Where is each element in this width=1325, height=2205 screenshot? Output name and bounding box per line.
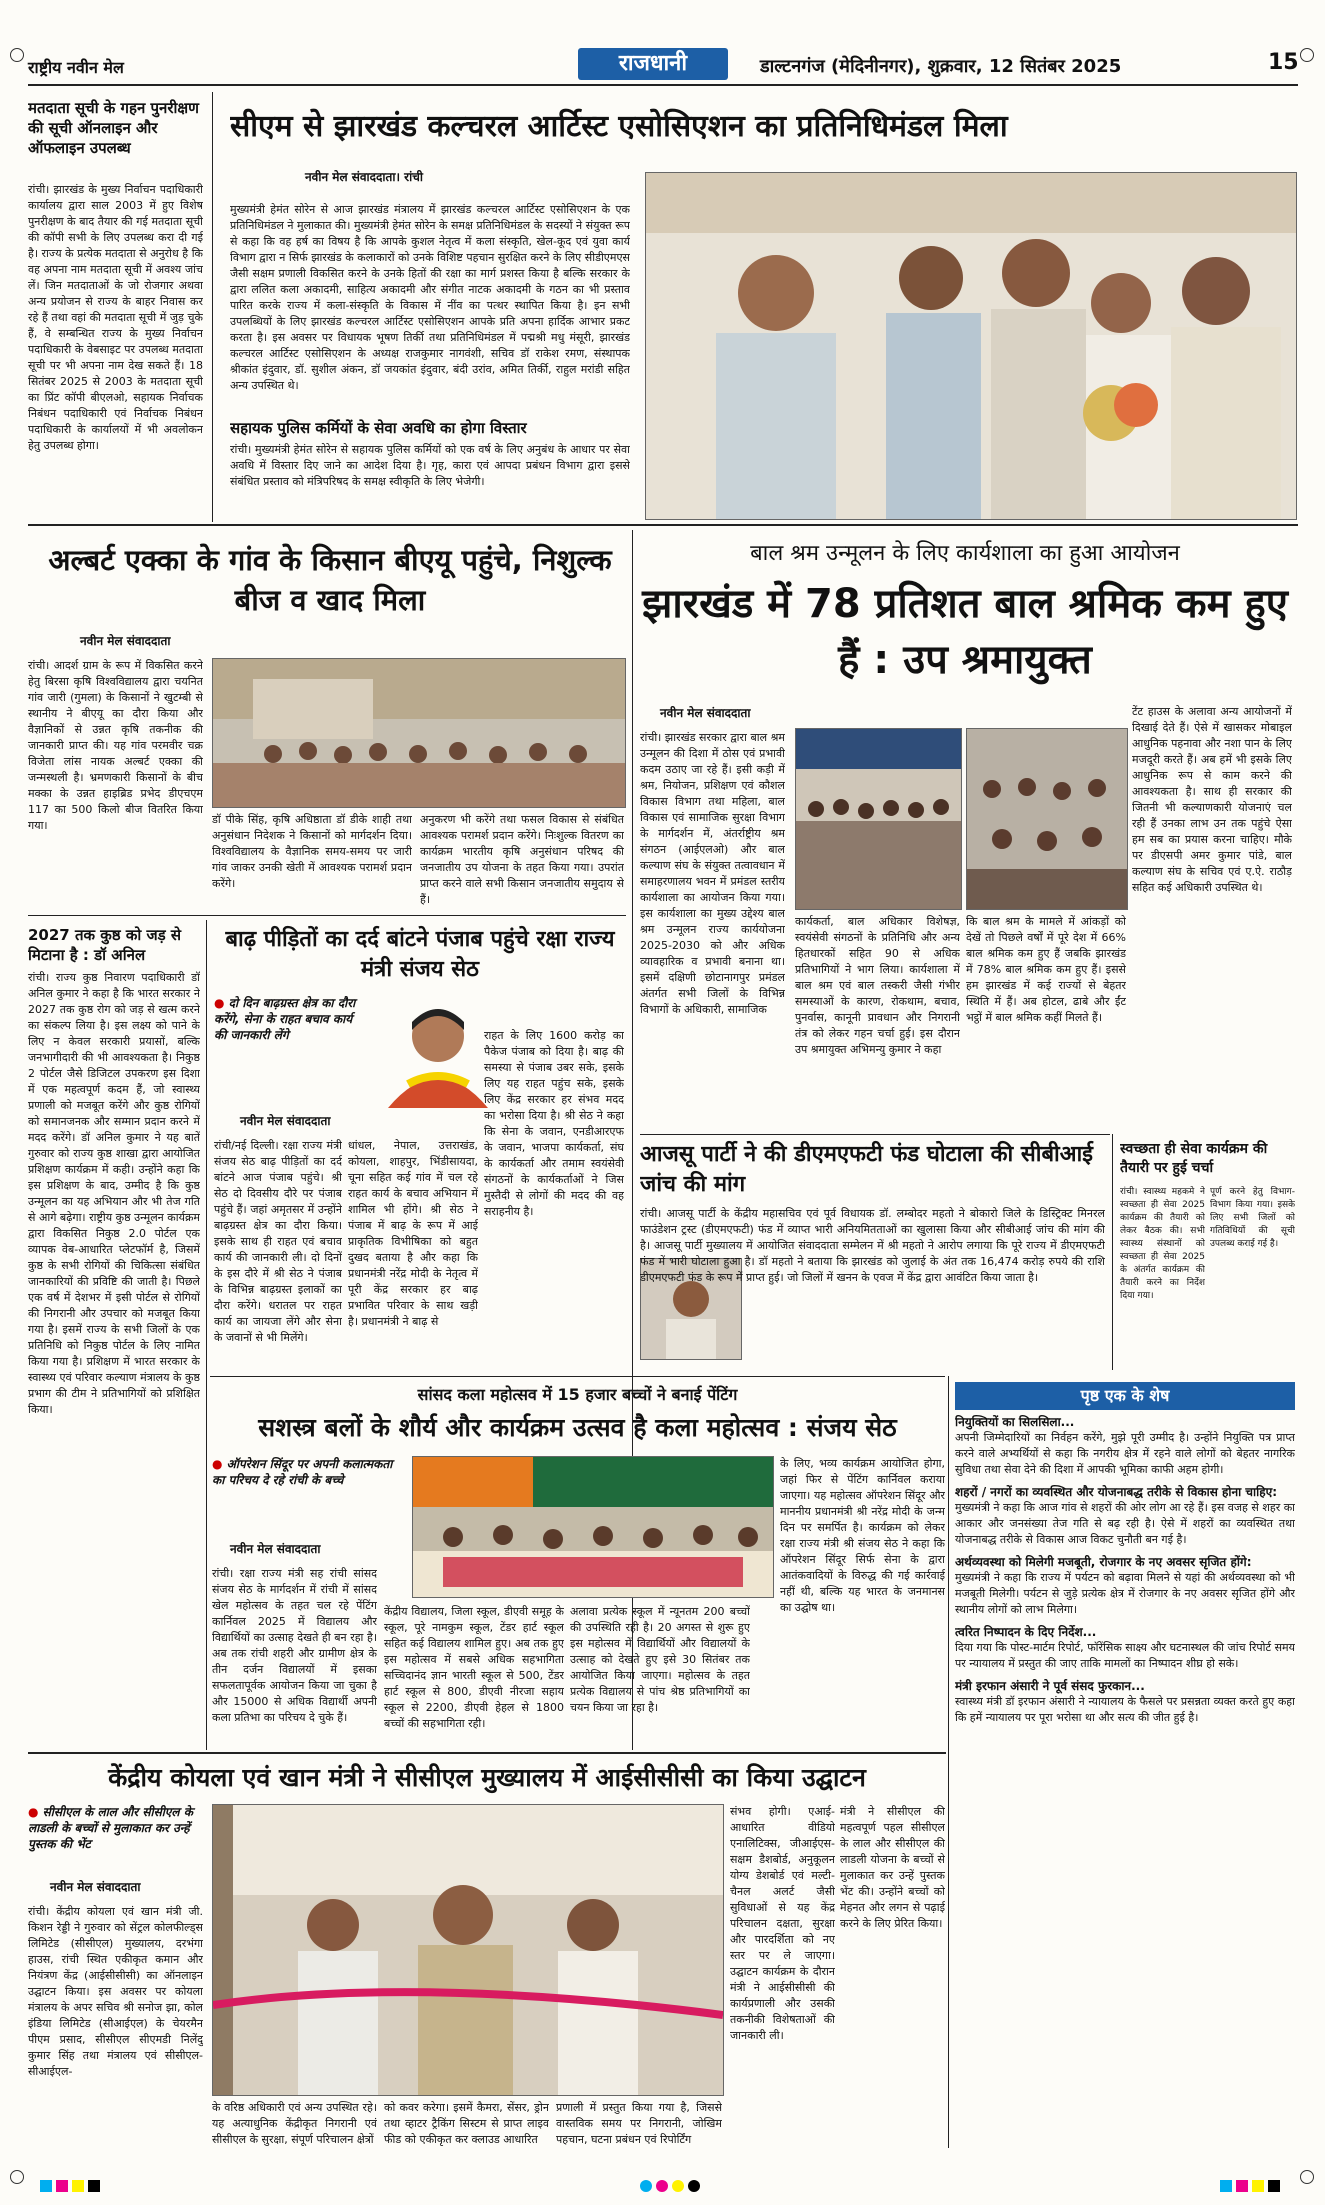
art-fest-body-3: अलावा प्रत्येक स्कूल में न्यूनतम 200 बच्चों की उपस्थिति रही है। 20 अगस्त से शुरू हुए इस महोत्सव में विद्यार्थियों और विद्यालयों के उत्साह को देखते हुए इसे 30 सितंबर तक आयोजित किया जाएगा। महोत्सव के तहत प्रत्येक विद्यालय से पांच श्रेष्ठ प्रतिभागियों का चयन किया जा रहा है।	[570, 1605, 750, 1714]
yellow-swatch	[72, 2180, 84, 2192]
flood-kicker	[214, 995, 364, 1043]
continued-item-title: मंत्री इरफान अंसारी ने पूर्व संसद फुरकान...	[955, 1679, 1145, 1693]
albert-byline: नवीन मेल संवाददाता	[80, 634, 171, 648]
coal-body-6: मंत्री ने सीसीएल की महत्वपूर्ण पहल सीसीएल के लाल और सीसीएल की लाडली योजना के बच्चों से मुलाकात कर उन्हें पुस्तक भेंट की। उन्होंने बच्चों को मेहनत और लगन से पढ़ाई करने के लिए प्रेरित किया।	[840, 1805, 945, 1930]
coal-body-5: संभव होगी। एआई-आधारित वीडियो एनालिटिक्स, जीआईएस-सक्षम डैशबोर्ड, अनुकूलन योग्य डेशबोर्ड एवं मल्टी-चैनल अलर्ट जैसी सुविधाओं से यह केंद्र परिचालन दक्षता, सुरक्षा और पारदर्शिता को नए स्तर पर ले जाएगा। उद्घाटन कार्यक्रम के दौरान मंत्री ने आईसीसीसी की कार्यप्रणाली और उसकी तकनीकी विशेषताओं की जानकारी ली।	[730, 1805, 835, 2042]
child-labour-body-3: कि बाल श्रम के मामले में आंकड़ों को देखें तो पिछले वर्षों में पूरे देश में 66% बाल श्रमिक कम हुए हैं जबकि झारखंड में 78% बाल श्रमिक कम हुए हैं। इससे हम झारखंड में कई राज्यों से बेहतर स्थिति में हैं। अब होटल, ढाबे और ईंट भट्ठों में बाल श्रमिक कहीं मिलते हैं।	[966, 915, 1126, 1024]
coal-body-4: प्रणाली में प्रस्तुत किया गया है, जिससे वास्तविक समय पर निगरानी, जोखिम पहचान, घटना प्रबंधन एवं रिपोर्टिंग	[556, 2101, 722, 2146]
registration-mark	[10, 2170, 24, 2184]
coal-body-2: के वरिष्ठ अधिकारी एवं अन्य उपस्थित रहे। यह अत्याधुनिक केंद्रीकृत निगरानी एवं सीसीएल के सुरक्षा, संपूर्ण परिचालन क्षेत्रों	[212, 2101, 377, 2146]
flood-body: रांची/नई दिल्ली। रक्षा राज्य मंत्री संजय सेठ बाढ़ पीड़ितों का दर्द बांटने आज पंजाब पहुंचे। श्री सेठ दो दिवसीय दौरे पर पंजाब पहुंचे हैं। जहां अमृतसर में उन्होंने बाढ़ग्रस्त क्षेत्र का दौरा किया। इसके साथ ही राहत एवं बचाव कार्य की जानकारी ली। दो दिनों के इस दौरे में श्री सेठ ने पंजाब के विभिन्न बाढ़ग्रस्त इलाकों का दौरा करेंगे। धरातल पर राहत कार्य का जायजा लेंगे और सेना के जवानों से भी मिलेंगे।	[214, 1139, 342, 1344]
continued-item-body: दिया गया कि पोस्ट-मार्टम रिपोर्ट, फॉरेंसिक साक्ष्य और घटनास्थल की जांच रिपोर्ट समय पर न्यायालय में प्रस्तुत की जाए ताकि मामलों का निष्पादन शीघ्र हो सके।	[955, 1641, 1295, 1670]
top-story-headline: सीएम से झारखंड कल्चरल आर्टिस्ट एसोसिएशन का प्रतिनिधिमंडल मिला	[230, 109, 1008, 144]
continued-item-body: मुख्यमंत्री ने कहा कि आज गांव से शहरों की ओर लोग आ रहे हैं। इस वजह से शहर का आकार और जनसंख्या तेज गति से बढ़ रही है। ऐसे में शहरों का व्यवस्थित तथा योजनाबद्ध तरीके से विकास आज विकट चुनौती बन गई है।	[955, 1501, 1295, 1546]
art-fest-kicker: सांसद कला महोत्सव में 15 हजार बच्चों ने बनाई पेंटिंग	[417, 1385, 738, 1404]
continued-item	[955, 1678, 1295, 1726]
cyan-swatch	[1220, 2180, 1232, 2192]
ajsu-headline: आजसू पार्टी ने की डीएमएफटी फंड घोटाला की सीबीआई जांच की मांग	[640, 1142, 1093, 1197]
bullet-icon: ●	[214, 996, 229, 1010]
continued-header: पृष्ठ एक के शेष	[955, 1382, 1295, 1410]
flood-headline: बाढ़ पीड़ितों का दर्द बांटने पंजाब पहुंचे रक्षा राज्य मंत्री संजय सेठ	[225, 927, 615, 982]
flood-body-3: राहत के लिए 1600 करोड़ का पैकेज पंजाब को दिया है। बाढ़ की समस्या से पंजाब उबर सके, इसके लिए यह राहत पहुंच सके, इसके लिए केंद्र सरकार हर संभव मदद का भरोसा दिया है। श्री सेठ ने कहा कि सेना के जवान, एनडीआरएफ के जवान, भाजपा कार्यकर्ता, संघ के कार्यकर्ता और तमाम स्वयंसेवी संगठनों के कार्यकर्ताओं ने जिस मुस्तैदी से लोगों की मदद की वह सराहनीय है।	[484, 1029, 624, 1218]
coal-kicker	[28, 1804, 203, 1852]
art-fest-headline: सशस्त्र बलों के शौर्य और कार्यक्रम उत्सव है कला महोत्सव : संजय सेठ	[258, 1413, 897, 1442]
continued-item	[955, 1484, 1295, 1548]
child-labour-body: रांची। झारखंड सरकार द्वारा बाल श्रम उन्मूलन की दिशा में ठोस एवं प्रभावी कदम उठाए जा रहे हैं। इसी कड़ी में श्रम, नियोजन, प्रशिक्षण एवं कौशल विकास विभाग तथा महिला, बाल विकास एवं सामाजिक सुरक्षा विभाग के मार्गदर्शन में, अंतर्राष्ट्रीय श्रम संगठन (आईएलओ) और बाल कल्याण संघ के संयुक्त तत्वावधान में समाहरणालय भवन में प्रमंडल स्तरीय कार्यशाला का आयोजन किया गया। इस कार्यशाला का मुख्य उद्देश्य बाल श्रम उन्मूलन राज्य कार्ययोजना 2025-2030 को और अधिक व्यावहारिक व प्रभावी बनाना था। इसमें दक्षिणी छोटानागपुर प्रमंडल अंतर्गत सभी जिलों के विभिन्न विभागों के अधिकारी, सामाजिक	[640, 731, 785, 1016]
coal-headline: केंद्रीय कोयला एवं खान मंत्री ने सीसीएल मुख्यालय में आईसीसीसी का किया उद्घाटन	[108, 1763, 866, 1792]
leprosy-headline: 2027 तक कुष्ठ को जड़ से मिटाना है : डॉ अनिल	[28, 926, 181, 964]
section-label: राजधानी	[578, 48, 728, 80]
column-rule-right	[1112, 1134, 1113, 1370]
continued-item-title: शहरों / नगरों का व्यवस्थित और योजनाबद्ध तरीके से विकास होना चाहिए:	[955, 1485, 1278, 1499]
coal-top-rule	[28, 1752, 946, 1754]
child-labour-kicker: बाल श्रम उन्मूलन के लिए कार्यशाला का हुआ आयोजन	[750, 541, 1180, 566]
column-rule-continued	[948, 1376, 949, 2148]
albert-headline: अल्बर्ट एक्का के गांव के किसान बीएयू पहुंचे, निशुल्क बीज व खाद मिला	[48, 543, 612, 617]
child-labour-body-4: टेंट हाउस के अलावा अन्य आयोजनों में दिखाई देते हैं। ऐसे में खासकर मोबाइल आधुनिक पहनावा और नशा पान के लिए मजदूरी करते हैं। अब हमें भी इसके लिए आधुनिक रूप से काम करने की आवश्यकता है। साथ ही सरकार की जितनी भी कल्याणकारी योजनाएं चल रही हैं उनका लाभ उन तक पहुंचे ऐसा हम सब का प्रयास करना चाहिए। मौके पर डीएसपी अमर कुमार पांडे, बाल कल्याण संघ के सचिव एवं ए.ऐ. राठौड़ सहित कई अधिकारी उपस्थित थे।	[1132, 705, 1292, 894]
black-swatch	[88, 2180, 100, 2192]
continued-item-body: मुख्यमंत्री ने कहा कि राज्य में पर्यटन को बढ़ावा मिलने से यहां की अर्थव्यवस्था को भी मजबूती मिलेगी। पर्यटन से जुड़े प्रत्येक क्षेत्र में रोजगार के नए अवसर सृजित होंगे और स्थानीय लोगों को लाभ मिलेगा।	[955, 1571, 1295, 1616]
workshop-audience-photo	[966, 728, 1128, 910]
voter-list-body: रांची। झारखंड के मुख्य निर्वाचन पदाधिकारी कार्यालय द्वारा साल 2003 में हुए विशेष पुनरीक्षण के बाद तैयार की गई मतदाता सूची की कॉपी सभी के लिए उपलब्ध करा दी गई है। राज्य के प्रत्येक मतदाता से अनुरोध है कि वह अपना नाम मतदाता सूची में अवश्य जांच लें। जिन मतदाताओं के जो रोजगार अथवा अन्य प्रयोजन से राज्य के बाहर निवास कर रहे हैं तथा वहां की मतदाता सूची में जुड़ चुके हैं, वे सम्बन्धित राज्य के मुख्य निर्वाचन पदाधिकारी के वेबसाइट पर उपलब्ध मतदाता सूची पर भी अपना नाम देख सकते हैं। 18 सितंबर 2025 से 2003 के मतदाता सूची का प्रिंट कॉपी बीएलओ, सहायक निर्वाचक निबंधन पदाधिकारी एवं निर्वाचक निबंधन पदाधिकारी के कार्यालयों में भी अवलोकन हेतु उपलब्ध होगा।	[28, 183, 203, 452]
coal-kicker-text: सीसीएल के लाल और सीसीएल के लाडली के बच्चों से मुलाकात कर उन्हें पुस्तक की भेंट	[28, 1805, 193, 1851]
continued-item-title: नियुक्तियों का सिलसिला...	[955, 1415, 1075, 1429]
coal-body: रांची। केंद्रीय कोयला एवं खान मंत्री जी. किशन रेड्डी ने गुरुवार को सेंट्रल कोलफील्ड्स लिमिटेड (सीसीएल) मुख्यालय, दरभंगा हाउस, रांची स्थित एकीकृत कमान और नियंत्रण केंद्र (आईसीसीसी) का ऑनलाइन उद्घाटन किया। इस अवसर पर कोयला मंत्रालय के अपर सचिव श्री सनोज झा, कोल इंडिया लिमिटेड (सीआईएल) के चेयरमैन पीएम प्रसाद, सीसीएल सीएमडी निलेंदु कुमार सिंह तथा मंत्रालय एवं सीसीएल-सीआईएल-	[28, 1905, 203, 2078]
black-swatch	[688, 2180, 700, 2192]
voter-list-headline: मतदाता सूची के गहन पुनरीक्षण की सूची ऑनलाइन और ऑफलाइन उपलब्ध	[28, 99, 199, 157]
continued-item-body: स्वास्थ्य मंत्री डॉ इरफान अंसारी ने न्यायालय के फैसले पर प्रसन्नता व्यक्त करते हुए कहा कि हमें न्यायालय पर पूरा भरोसा था और सत्य की जीत हुई है।	[955, 1695, 1295, 1724]
page-number: 15	[1268, 50, 1299, 75]
magenta-swatch	[56, 2180, 68, 2192]
flood-byline: नवीन मेल संवाददाता	[240, 1114, 331, 1128]
cm-delegation-photo	[645, 172, 1297, 520]
cyan-swatch	[640, 2180, 652, 2192]
top-story-subbody: रांची। मुख्यमंत्री हेमंत सोरेन से सहायक पुलिस कर्मियों को एक वर्ष के लिए अनुबंध के आधार पर सेवा अवधि में विस्तार दिए जाने का आदेश दिया है। गृह, कारा एवं आपदा प्रबंधन विभाग द्वारा इससे संबंधित प्रस्ताव को मंत्रिपरिषद के समक्ष स्वीकृति के लिए भेजेगी।	[230, 443, 630, 488]
albert-body-3: अनुकरण भी करेंगे तथा फसल विकास से संबंधित आवश्यक परामर्श प्रदान करेंगे। निःशुल्क वितरण का कार्यक्रम भारतीय कृषि अनुसंधान परिषद की जनजातीय उप योजना के तहत किया गया। उपरांत प्राप्त करने वाले सभी किसान जनजातीय समुदाय से हैं।	[420, 813, 624, 906]
registration-mark	[1300, 48, 1314, 62]
black-swatch	[1268, 2180, 1280, 2192]
continued-item-title: अर्थव्यवस्था को मिलेगी मजबूती, रोजगार के नए अवसर सृजित होंगे:	[955, 1555, 1252, 1569]
child-labour-body-2: कार्यकर्ता, बाल अधिकार विशेषज्ञ, स्वयंसेवी संगठनों के प्रतिनिधि और अन्य हितधारकों सहित 90 से अधिक प्रतिभागियों ने भाग लिया। कार्यशाला में बाल श्रम एवं बाल तस्करी जैसी गंभीर समस्याओं के कारण, रोकथाम, बचाव, पुनर्वास, कानूनी प्रावधान और निगरानी तंत्र को लेकर गहन चर्चा हुई। इस दौरान उप श्रमायुक्त अभिमन्यु कुमार ने कहा	[795, 915, 960, 1056]
column-rule-leprosy	[206, 920, 207, 1750]
ribbon-cutting-photo	[212, 1804, 724, 2096]
flood-kicker-text: दो दिन बाढ़ग्रस्त क्षेत्र का दौरा करेंगे, सेना के राहत बचाव कार्य की जानकारी लेंगे	[214, 996, 356, 1042]
farmers-photo	[212, 658, 626, 808]
ajsu-body: रांची। आजसू पार्टी के केंद्रीय महासचिव एवं पूर्व विधायक डॉ. लम्बोदर महतो ने बोकारो जिले के डिस्ट्रिक्ट मिनरल फाउंडेशन ट्रस्ट (डीएमएफटी) फंड में व्याप्त भारी अनियमितताओं का खुलासा किया और सीबीआई जांच की मांग की है। आजसू पार्टी मुख्यालय में आयोजित संवाददाता सम्मेलन में श्री महतो ने आरोप लगाया कि पूरे राज्य में डीएमएफटी फंड में भारी घोटाला हुआ है। डॉ महतो ने बताया कि झारखंड को जुलाई के अंत तक 16,474 करोड़ रुपये की राशि डीएमएफटी फंड के रूप में प्राप्त हुई। जो जिलों में खनन के एवज में केंद्र द्वारा आवंटित किया जाता है।	[640, 1207, 1105, 1284]
registration-mark	[1300, 2170, 1314, 2184]
albert-body: रांची। आदर्श ग्राम के रूप में विकसित करने हेतु बिरसा कृषि विश्वविद्यालय द्वारा चयनित गांव जारी (गुमला) के किसानों ने खुटम्बी से स्थानीय ने बीएयू का दौरा किया और वैज्ञानिकों से उन्नत कृषि तकनीक की जानकारी प्राप्त की। यह गांव परमवीर चक्र विजेता लांस नायक अल्बर्ट एक्का की जन्मस्थली है। भ्रमणकारी किसानों के बीच मक्का के उन्नत हाइब्रिड प्रभेद डीएचएम 117 का 500 किलो बीज वितरित किया गया।	[28, 659, 203, 832]
art-fest-body-2: केंद्रीय विद्यालय, जिला स्कूल, डीएवी समूह के स्कूल, पूरे नामकुम स्कूल, टेंडर हार्ट स्कूल सहित कई विद्यालय शामिल हुए। अब तक हुए इस महोत्सव में सबसे अधिक सहभागिता सच्चिदानंद ज्ञान भारती स्कूल से 500, टेंडर हार्ट स्कूल से 800, डीएवी नीरजा सहाय स्कूल से 2200, डीएवी हेहल से 1800 बच्चों की सहभागिता रही।	[384, 1605, 564, 1730]
cleanliness-body-2: पूर्ण करने हेतु विभाग-विभाग किया गया। इसके लिए सभी जिलों को गतिविधियों की सूची उपलब्ध कराई गई है।	[1210, 1187, 1295, 1249]
continued-item	[955, 1414, 1295, 1478]
top-story-subheadline: सहायक पुलिस कर्मियों के सेवा अवधि का होगा विस्तार	[230, 419, 527, 437]
art-fest-subkicker-text: ऑपरेशन सिंदूर पर अपनी कलात्मकता का परिचय दे रहे रांची के बच्चे	[212, 1457, 393, 1487]
yellow-swatch	[1252, 2180, 1264, 2192]
art-fest-subkicker	[212, 1456, 402, 1488]
art-fest-top-rule	[210, 1376, 945, 1377]
continued-box	[955, 1414, 1295, 2144]
bullet-icon: ●	[212, 1457, 227, 1471]
cyan-swatch	[40, 2180, 52, 2192]
coal-byline: नवीन मेल संवाददाता	[50, 1880, 141, 1894]
bullet-icon: ●	[28, 1805, 43, 1819]
registration-mark	[10, 48, 24, 62]
yellow-swatch	[672, 2180, 684, 2192]
magenta-swatch	[656, 2180, 668, 2192]
continued-item	[955, 1554, 1295, 1618]
child-labour-byline: नवीन मेल संवाददाता	[660, 706, 751, 720]
art-fest-byline: नवीन मेल संवाददाता	[230, 1542, 321, 1556]
magenta-swatch	[1236, 2180, 1248, 2192]
art-fest-body: रांची। रक्षा राज्य मंत्री सह रांची सांसद संजय सेठ के मार्गदर्शन में रांची में सांसद खेल महोत्सव के तहत चल रहे पेंटिंग कार्निवल 2025 में विद्यालय और विद्यार्थियों का उत्साह देखते ही बन रहा है। अब तक रांची शहरी और ग्रामीण क्षेत्र के तीन दर्जन विद्यालयों में इसका सफलतापूर्वक आयोजन किया जा चुका है और 15000 से अधिक विद्यार्थी अपनी कला प्रतिभा का परिचय दे चुके हैं।	[212, 1567, 377, 1724]
child-labour-headline: झारखंड में 78 प्रतिशत बाल श्रमिक कम हुए हैं : उप श्रमायुक्त	[642, 581, 1288, 683]
dateline: डाल्टनगंज (मेदिनीनगर), शुक्रवार, 12 सितंबर 2025	[760, 56, 1122, 77]
top-story-byline: नवीन मेल संवाददाता। रांची	[305, 170, 423, 184]
top-story-body: मुख्यमंत्री हेमंत सोरेन से आज झारखंड मंत्रालय में झारखंड कल्चरल आर्टिस्ट एसोसिएशन के एक प्रतिनिधिमंडल ने मुलाकात की। मुख्यमंत्री हेमंत सोरेन के समक्ष प्रतिनिधिमंडल के सदस्यों ने संयुक्त रूप से कहा कि वह हर्ष का विषय है कि आपके कुशल नेतृत्व में कला संस्कृति, खेल-कूद एवं युवा कार्य विभाग द्वारा न सिर्फ झारखंड के कलाकारों को उनके विशिष्ट पहचान सुरक्षित करने के लिए सीडीएमएस जैसी सक्षम प्रणाली विकसित करने के उनके हितों की रक्षा का मार्ग प्रशस्त किया है बल्कि सरकार के द्वारा ललित कला अकादमी, साहित्य अकादमी और संगीत नाटक अकादमी के गठन का भी प्रस्ताव पारित करके राज्य में कला-संस्कृति के विकास में नींव का पत्थर स्थापित किया है। इन सभी उपलब्धियों के लिए झारखंड कल्चरल आर्टिस्ट एसोसिएशन आपके प्रति अपना हार्दिक आभार प्रकट करता है। इस अवसर पर विधायक भूषण तिर्की तथा प्रतिनिधिमंडल में पद्मश्री मधु मंसूरी, झारखंड कल्चरल आर्टिस्ट एसोसिएशन के अध्यक्ष राजकुमार नागवंशी, सचिव डॉ राकेश रमण, संस्थापक श्रीकांत इंदुवार, डॉ. सुशील अंकन, डॉ जयकांत इंदुवार, बंदी उरांव, अमित तिर्की, राहुल मरांडी सहित अन्य उपस्थित थे।	[230, 203, 630, 392]
art-fest-body-4: के लिए, भव्य कार्यक्रम आयोजित होगा, जहां फिर से पेंटिंग कार्निवल कराया जाएगा। यह महोत्सव ऑपरेशन सिंदूर और माननीय प्रधानमंत्री श्री नरेंद्र मोदी के जन्म दिन पर समर्पित है। कार्यक्रम को लेकर रक्षा राज्य मंत्री श्री संजय सेठ ने कहा कि ऑपरेशन सिंदूर सिर्फ सेना के द्वारा आतंकवादियों के विरुद्ध की गई कार्रवाई नहीं थी, बल्कि यह भारत के जनमानस का उद्घोष था।	[780, 1457, 945, 1614]
art-fest-photo	[412, 1456, 774, 1598]
leprosy-body: रांची। राज्य कुष्ठ निवारण पदाधिकारी डॉ अनिल कुमार ने कहा है कि भारत सरकार ने 2027 तक कुष्ठ रोग को जड़ से खत्म करने का संकल्प लिया है। इस लक्ष्य को पाने के लिए न केवल सरकारी प्रयासों, बल्कि जनभागीदारी की भी आवश्यकता है। निकुष्ठ 2 पोर्टल जैसे डिजिटल उपकरण इस दिशा में एक महत्वपूर्ण कदम हैं, जो स्वास्थ्य प्रणाली को मजबूत करेंगे और कुष्ठ रोगियों को समानजनक और सम्मान प्रदान करने में मदद करेंगे। डॉ अनिल कुमार ने यह बातें गुरुवार को राज्य कुष्ठ शाखा द्वारा आयोजित प्रशिक्षण कार्यक्रम में कही। उन्होंने कहा कि इस प्रशिक्षण के बाद, उम्मीद है कि कुष्ठ उन्मूलन का यह अभियान और भी तेज गति से आगे बढ़ेगा। राष्ट्रीय कुष्ठ उन्मूलन कार्यक्रम द्वारा विकसित निकुष्ठ 2.0 पोर्टल एक व्यापक वेब-आधारित प्लेटफॉर्म है, जिसमें कुष्ठ के सभी रोगियों की चिकित्सा संबंधित जानकारियों की प्रविष्टि की जाती है। पिछले एक वर्ष में देशभर में इसी पोर्टल से रोगियों की निगरानी और उपचार को मजबूत किया गया है। इसमें राज्य के सभी जिलों के एक प्रतिनिधि को निकुष्ठ पोर्टल के लिए नामित किया गया है। प्रशिक्षण में भारत सरकार के स्वास्थ्य एवं परिवार कल्याण मंत्रालय के कुष्ठ प्रभाग की टीम ने प्रतिभागियों को प्रशिक्षित किया।	[28, 971, 200, 1416]
cleanliness-body: रांची। स्वास्थ्य महकमे ने स्वच्छता ही सेवा 2025 कार्यक्रम की तैयारी को लेकर बैठक की। सभी स्वास्थ्य संस्थानों को स्वच्छता ही सेवा 2025 के अंतर्गत कार्यक्रम की तैयारी करने का निर्देश दिया गया।	[1120, 1187, 1205, 1301]
paper-name: राष्ट्रीय नवीन मेल	[28, 58, 124, 77]
workshop-photo	[795, 728, 962, 910]
albert-bottom-rule	[28, 915, 626, 916]
continued-item	[955, 1624, 1295, 1672]
coal-body-3: को कवर करेगा। इसमें कैमरा, सेंसर, ड्रोन तथा व्हाटर ट्रैकिंग सिस्टम से प्राप्त लाइव फीड को एकीकृत कर क्लाउड आधारित	[384, 2101, 549, 2146]
top-story-bottom-rule	[28, 524, 1298, 526]
flood-body-2: धांधल, नेपाल, उत्तराखंड, कोयला, शाहपुर, भिंडीसायदा, चूना सहित कई गांव में चल रहे राहत कार्य के बचाव अभियान में शामिल भी होंगे। श्री सेठ ने पंजाब में बाढ़ के रूप में आई प्राकृतिक विभीषिका को बहुत दुखद बताया है और कहा कि प्रधानमंत्री नरेंद्र मोदी के नेतृत्व में पूरी केंद्र सरकार हर बाढ़ प्रभावित परिवार के साथ खड़ी है। प्रधानमंत्री ने बाढ़ से	[348, 1139, 478, 1328]
albert-body-2: डॉ पीके सिंह, कृषि अधिष्ठाता डॉ डीके शाही तथा अनुसंधान निदेशक ने किसानों को मार्गदर्शन दिया। विश्वविद्यालय के वैज्ञानिक समय-समय पर जारी गांव जाकर उनकी खेती में आवश्यक परामर्श प्रदान करेंगे।	[212, 813, 412, 890]
continued-item-body: अपनी जिम्मेदारियों का निर्वहन करेंगे, मुझे पूरी उम्मीद है। उन्होंने नियुक्ति पत्र प्राप्त करने वाले अभ्यर्थियों से कहा कि नगरीय क्षेत्र में रहने वाले लोगों को बेहतर नागरिक सुविधा तथा सेवा देने की दिशा में आपकी भूमिका काफी अहम होगी।	[955, 1431, 1295, 1476]
cleanliness-headline: स्वच्छता ही सेवा कार्यक्रम की तैयारी पर हुई चर्चा	[1120, 1141, 1268, 1176]
masthead-rule	[28, 84, 1298, 86]
child-labour-bottom-rule	[640, 1134, 1110, 1135]
column-rule-left	[212, 92, 213, 522]
continued-item-title: त्वरित निष्पादन के दिए निर्देश...	[955, 1625, 1097, 1639]
